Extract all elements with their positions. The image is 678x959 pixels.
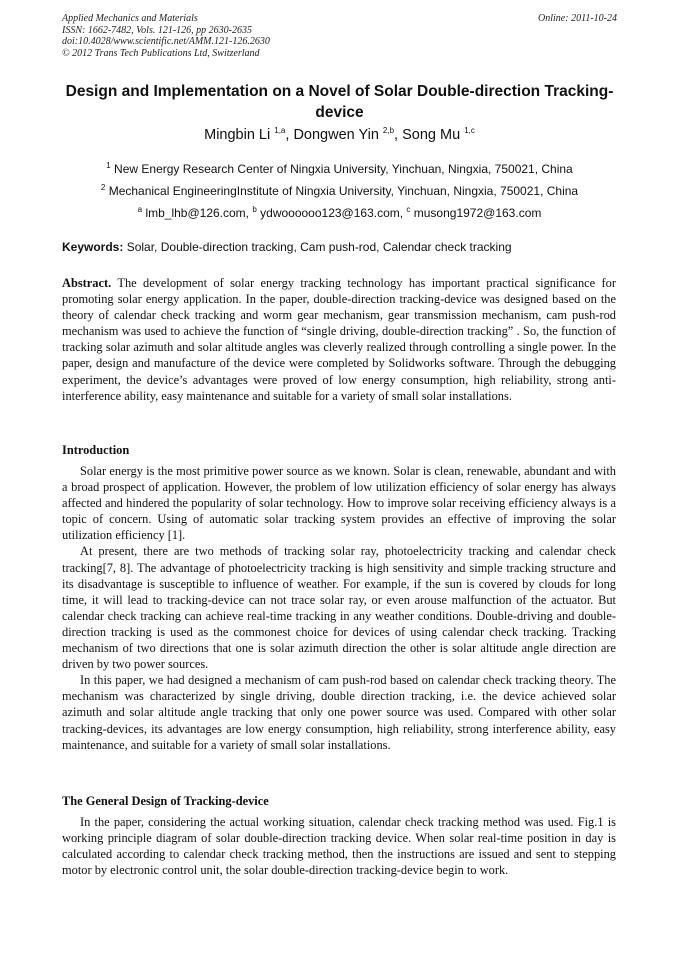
author-name: Song Mu (402, 127, 461, 143)
author-list (62, 125, 617, 145)
affiliation (62, 183, 617, 199)
section-heading: The General Design of Tracking-device (62, 794, 269, 808)
keywords (62, 239, 617, 255)
journal-header (62, 13, 617, 59)
affiliation (62, 161, 617, 177)
author-affiliation-mark: 1,a (274, 126, 286, 136)
paper-title: Design and Implementation on a Novel of Solar Double-direction Tracking-device (65, 83, 614, 121)
keywords-label: Keywords: (62, 240, 124, 254)
abstract-text: The development of solar energy tracking technology has important practical significance for promoting solar energy application. In the paper, double-direction tracking-device was designed based on the theory of calendar check tracking and worm gear mechanism, gear transmission mechanism, cam push-rod mechanism was used to achieve the function of “single driving, double-direction tracking” . So, the function of tracking solar azimuth and solar altitude angles was cleverly realized through controlling a single power. In the paper, design and manufacture of the device were completed by Solidworks software. Through the debugging experiment, the device’s advantages were proved of low energy consumption, high reliability, strong anti-interference ability, easy maintenance and suitable for a variety of small solar installations. (62, 276, 616, 403)
affiliation-text: New Energy Research Center of Ningxia University, Yinchuan, Ningxia, 750021, China (114, 162, 573, 176)
abstract-label: Abstract. (62, 276, 112, 290)
email-mark: a (137, 205, 143, 214)
paragraph: In the paper, considering the actual working situation, calendar check tracking method was used. Fig.1 is working principle diagram of solar double-direction tracking device. When solar real-time position in day is calculated according to calendar check tracking method, then the instructions are issued and sent to stepping motor by electronic control unit, the solar double-direction tracking-device begin to work. (62, 815, 616, 878)
journal-name: Applied Mechanics and Materials (62, 13, 198, 24)
journal-copyright: © 2012 Trans Tech Publications Ltd, Switzerland (62, 47, 260, 59)
email-address: ydwoooooo123@163.com, (260, 206, 407, 220)
email-list (62, 205, 617, 221)
journal-doi: doi:10.4028/www.scientific.net/AMM.121-126.2630 (62, 36, 270, 47)
paragraph: In this paper, we had designed a mechanism of cam push-rod based on calendar check tracking theory. The mechanism was characterized by single driving, double direction tracking, i.e. the device achieved solar azimuth and solar altitude angle tracking that only one power source was used. Compared with other solar tracking-devices, its advantages are low energy consumption, high reliability, strong interference ability, easy maintenance, and suitable for a variety of small solar installations. (62, 673, 616, 752)
author-name: Dongwen Yin (293, 127, 379, 143)
author-separator: , (394, 127, 403, 143)
section-body (62, 463, 616, 753)
affiliation-text: Mechanical EngineeringInstitute of Ningxia University, Yinchuan, Ningxia, 750021, China (108, 184, 579, 198)
keywords-text: Solar, Double-direction tracking, Cam push-rod, Calendar check tracking (126, 240, 512, 254)
email-mark: c (406, 205, 411, 214)
author-name: Mingbin Li (204, 127, 271, 143)
author-affiliation-mark: 1,c (464, 126, 475, 136)
paragraph: Solar energy is the most primitive power source as we known. Solar is clean, renewable, abundant and with a broad prospect of application. However, the problem of low utilization efficiency of solar energy has always affected and hindered the popularity of solar technology. How to improve solar receiving efficiency always is a topic of concern. Using of automatic solar tracking system provides an effective of improving the solar utilization efficiency [1]. (62, 464, 616, 543)
paragraph: At present, there are two methods of tracking solar ray, photoelectricity tracking and calendar check tracking[7, 8]. The advantage of photoelectricity tracking is high sensitivity and simple tracking structure and its disadvantage is susceptible to influence of weather. For example, if the sun is covered by clouds for long time, it will lead to tracking-device can not trace solar ray, or even arouse malfunction of the actuator. But calendar check tracking can achieve real-time tracking in any weather conditions. Double-driving and double-direction tracking is used as the commonest choice for devices of using calendar check tracking. Tracking mechanism of two directions that one is solar azimuth direction the other is solar altitude angle direction are driven by two power sources. (62, 544, 616, 672)
author-separator: , (285, 127, 294, 143)
email-address: musong1972@163.com (413, 206, 542, 220)
online-date: Online: 2011-10-24 (538, 13, 617, 24)
section-body (62, 814, 616, 878)
section-heading: Introduction (62, 443, 130, 457)
abstract (62, 275, 616, 404)
affiliation-mark: 1 (106, 161, 111, 170)
email-address: lmb_lhb@126.com, (145, 206, 253, 220)
email-mark: b (252, 205, 257, 214)
author-affiliation-mark: 2,b (382, 126, 395, 136)
affiliation-mark: 2 (100, 183, 106, 192)
journal-issn: ISSN: 1662-7482, Vols. 121-126, pp 2630-2635 (62, 24, 252, 36)
